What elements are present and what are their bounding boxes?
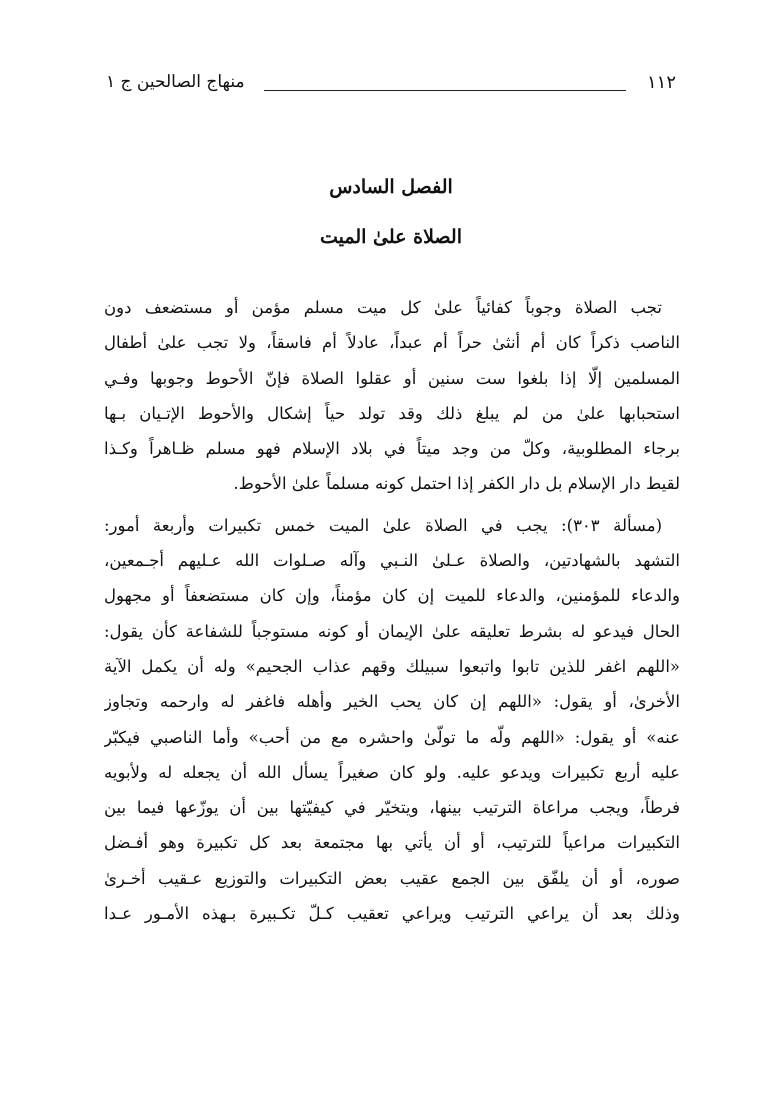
paragraph-intro — [104, 290, 680, 502]
text-line: الأخرىٰ، أو يقول: «اللهم إن كان يحب الخير وأهله فاغفر له وارحمه وتجاوز — [104, 692, 680, 712]
text-line: تجب الصلاة وجوباً كفائياً علىٰ كل ميت مسلم مؤمن أو مستضعف دون — [104, 298, 662, 317]
text-line: صوره، أو أن يلفّق بين الجمع عقيب بعض التكبيرات والتوزيع عـقيب أخـرىٰ — [104, 868, 680, 888]
text-line: برجاء المطلوبية، وكلّ من وجد ميتاً في بلاد الإسلام فهو مسلم ظـاهراً وكـذا — [104, 439, 680, 459]
body-text — [104, 290, 680, 931]
text-line: وذلك بعد أن يراعي الترتيب ويراعي تعقيب كـلّ تكـبيرة بـهذه الأمـور عـدا — [104, 904, 680, 924]
text-line: التشهد بالشهادتين، والصلاة عـلىٰ النـبي وآله صـلوات الله عـليهم أجـمعين، — [104, 551, 680, 571]
text-line: المسلمين إلّا إذا بلغوا ست سنين أو عقلوا الصلاة فإنّ الأحوط وجوبها وفـي — [104, 368, 680, 388]
section-title: الصلاة علىٰ الميت — [320, 226, 462, 248]
text-line: عنه» أو يقول: «اللهم ولّه ما تولّىٰ واحشره مع من أحب» وأما الناصبي فيكبّر — [104, 727, 680, 747]
text-line: لقيط دار الإسلام بل دار الكفر إذا احتمل كونه مسلماً علىٰ الأحوط. — [233, 474, 680, 494]
text-line: «اللهم اغفر للذين تابوا واتبعوا سبيلك وقهم عذاب الجحيم» وله أن يكمل الآية — [104, 656, 680, 676]
text-line: الناصب ذكراً كان أم أنثىٰ حراً أم عبداً، عادلاً أم فاسقاً، ولا تجب علىٰ أطفال — [104, 333, 680, 353]
text-line: عليه أربع تكبيرات ويدعو عليه. ولو كان صغيراً يسأل الله أن يجعله له ولأبويه — [104, 762, 680, 782]
text-line: (مسألة ٣٠٣): يجب في الصلاة علىٰ الميت خمس تكبيرات وأربعة أمور: — [104, 515, 663, 535]
running-header — [104, 70, 678, 100]
text-line: والدعاء للمؤمنين، والدعاء للميت إن كان مؤمناً، وإن كان مستضعفاً أو مجهول — [104, 586, 680, 606]
text-line: استحبابها علىٰ من لم يبلغ ذلك وقد تولد حياً إشكال والأحوط الإتـيان بـها — [104, 403, 680, 423]
paragraph-issue-303 — [104, 508, 680, 932]
page-number: ١١٢ — [646, 72, 676, 93]
book-title: منهاج الصالحين ج ١ — [106, 72, 245, 92]
chapter-title: الفصل السادس — [329, 176, 453, 198]
text-line: الحال فيدعو له بشرط تعليقه علىٰ الإيمان أو كونه مستوجباً للشفاعة كأن يقول: — [104, 621, 680, 641]
text-line: فرطاً، ويجب مراعاة الترتيب بينها، ويتخيّر في كيفيّتها بين أن يوزّعها فيما بين — [104, 798, 680, 818]
header-rule — [264, 90, 626, 91]
text-line: التكبيرات مراعياً للترتيب، أو أن يأتي بها مجتمعة بعد كل تكبيرة وهو أفـضل — [104, 833, 680, 853]
